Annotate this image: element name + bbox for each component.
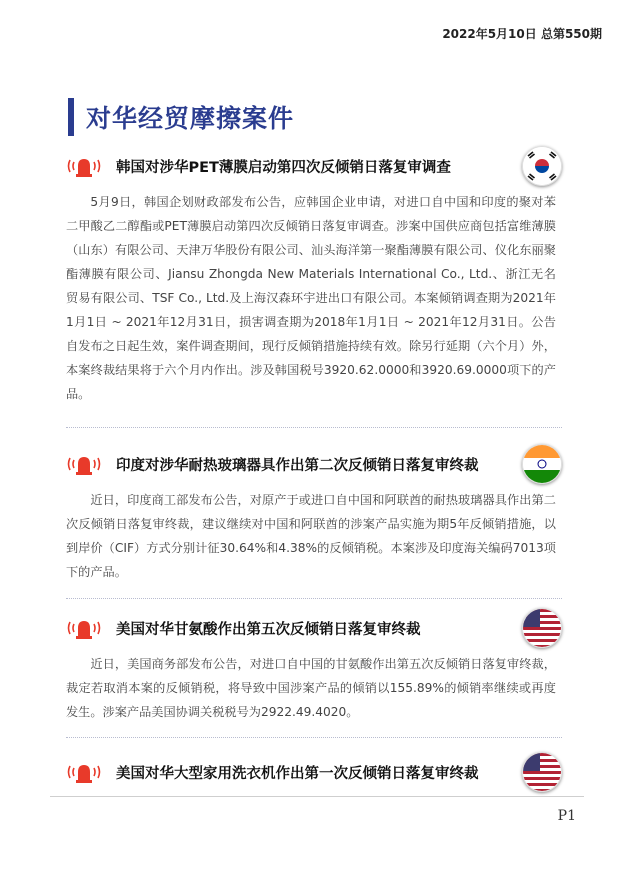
article-header [66,754,562,790]
footer-rule [50,796,584,797]
article-title: 美国对华大型家用洗衣机作出第一次反倾销日落复审终裁 [116,765,479,782]
article-header [66,148,562,184]
article-title: 韩国对涉华PET薄膜启动第四次反倾销日落复审调查 [116,159,451,176]
usa-flag-icon [522,608,562,648]
divider [66,598,562,599]
india-flag-icon [522,444,562,484]
alarm-bell-icon [66,760,102,784]
article-korea-pet [66,148,562,406]
section-title [68,98,294,136]
section-title-bar [68,98,74,136]
article-usa-washers [66,754,562,790]
usa-flag-icon [522,752,562,792]
alarm-bell-icon [66,154,102,178]
section-title-text: 对华经贸摩擦案件 [86,104,295,133]
article-header [66,446,562,482]
divider [66,737,562,738]
article-body: 5月9日，韩国企划财政部发布公告，应韩国企业申请，对进口自中国和印度的聚对苯二甲酸乙二醇酯或PET薄膜启动第四次反倾销日落复审调查。涉案中国供应商包括富维薄膜（山东）有限公司、天津万华股份有限公司、汕头海洋第一聚酯薄膜有限公司、仪化东丽聚酯薄膜有限公司、Jiansu Zhongda New Materials International Co., Ltd.、浙江无名贸易有限公司、TSF Co., Ltd.及上海汉森环宇进出口有限公司。本案倾销调查期为2021年1月1日 ~ 2021年12月31日，损害调查期为2018年1月1日 ~ 2021年12月31日。公告自发布之日起生效，案件调查期间，现行反倾销措施持续有效。除另行延期（六个月）外，本案终裁结果将于六个月内作出。涉及韩国税号3920.62.0000和3920.69.0000项下的产品。 [66,195,556,401]
korea-flag-icon [522,146,562,186]
alarm-bell-icon [66,616,102,640]
divider [66,427,562,428]
article-title: 印度对涉华耐热玻璃器具作出第二次反倾销日落复审终裁 [116,457,479,474]
article-india-glassware [66,446,562,584]
article-body: 近日，美国商务部发布公告，对进口自中国的甘氨酸作出第五次反倾销日落复审终裁，裁定若取消本案的反倾销税，将导致中国涉案产品的倾销以155.89%的倾销率继续或再度发生。涉案产品美国协调关税税号为2922.49.4020。 [66,657,556,719]
article-usa-glycine [66,610,562,724]
article-title: 美国对华甘氨酸作出第五次反倾销日落复审终裁 [116,621,421,638]
article-header [66,610,562,646]
alarm-bell-icon [66,452,102,476]
issue-date-header: 2022年5月10日 总第550期 [442,27,602,41]
article-body: 近日，印度商工部发布公告，对原产于或进口自中国和阿联酋的耐热玻璃器具作出第二次反倾销日落复审终裁，建议继续对中国和阿联酋的涉案产品实施为期5年反倾销措施，以到岸价（CIF）方式分别计征30.64%和4.38%的反倾销税。本案涉及印度海关编码7013项下的产品。 [66,493,556,579]
page-number: P1 [557,808,576,824]
